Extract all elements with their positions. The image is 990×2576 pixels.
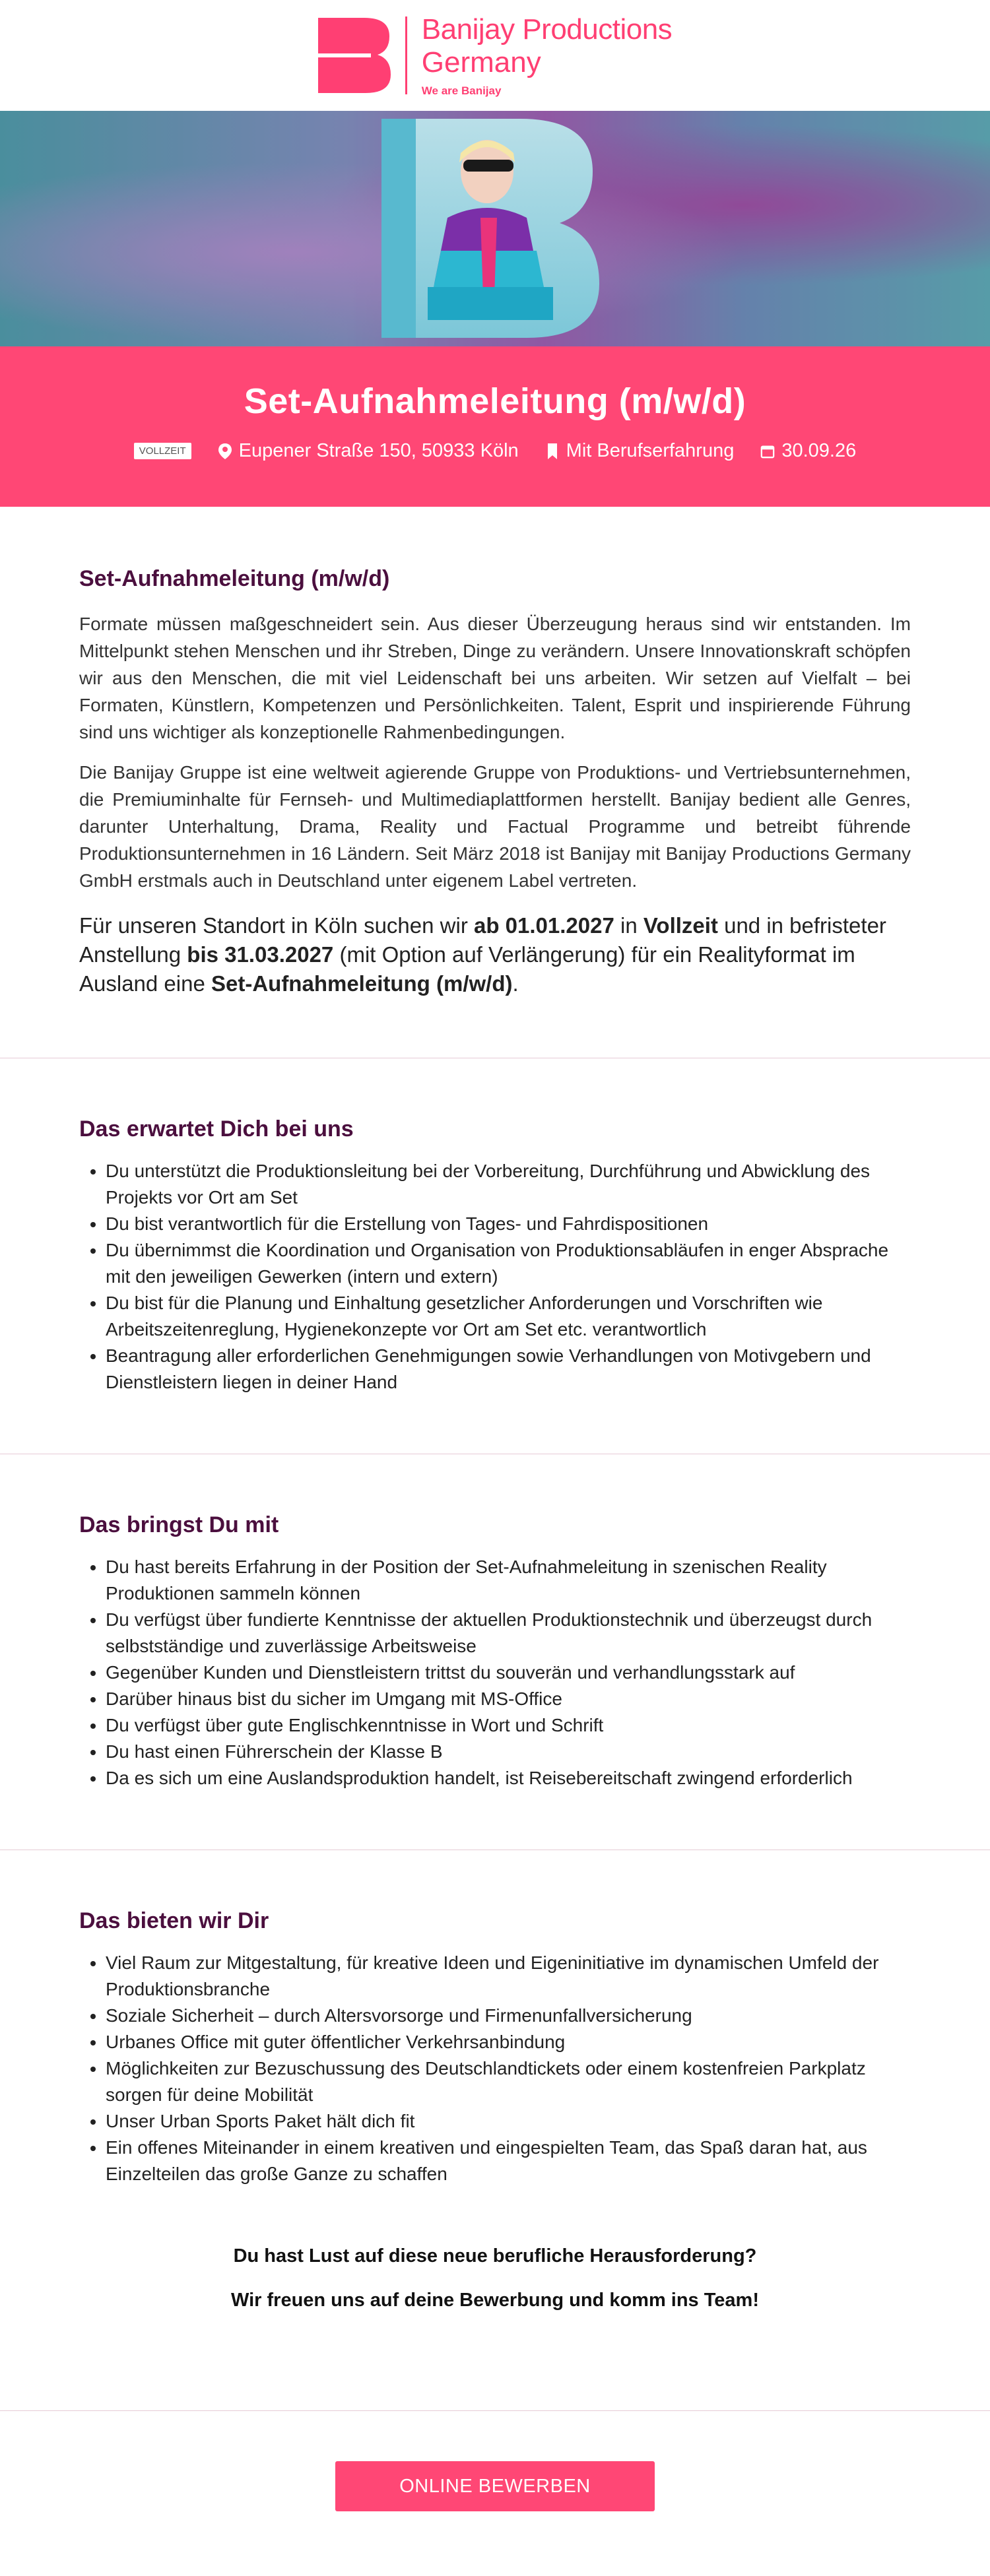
bookmark-icon [545,443,560,460]
list-item: • Du bist für die Planung und Einhaltung gesetzlicher Anforderungen und Vorschriften wie Arbeitszeitenreglung, Hygienekonzepte vor Ort am Set etc. verantwortlich [106,1290,911,1343]
job-location [218,440,519,462]
list-item: • Gegenüber Kunden und Dienstleistern trittst du souverän und verhandlungsstark auf [106,1659,911,1686]
lead-text: (mit Option auf Verlängerung) für ein Realityformat im Ausland eine [79,942,855,996]
expect-title: Das erwartet Dich bei uns [79,1116,354,1142]
banijay-logo[interactable] [318,15,672,96]
offer-title: Das bieten wir Dir [79,1908,269,1933]
job-location-text: Eupener Straße 150, 50933 Köln [238,440,519,461]
list-item: • Beantragung aller erforderlichen Genehmigungen sowie Verhandlungen von Motivgebern und Dienstleistern liegen in deiner Hand [106,1343,911,1396]
calendar-icon [760,443,775,460]
list-item: • Du hast bereits Erfahrung in der Position der Set-Aufnahmeleitung in szenischen Reality Produktionen sammeln können [106,1554,911,1607]
lead-text: . [512,971,519,996]
lead-text: und in befristeter Anstellung [79,913,886,967]
intro-title: Set-Aufnahmeleitung (m/w/d) [79,566,390,591]
list-item: • Soziale Sicherheit – durch Altersvorsorge und Firmenunfallversicherung [106,2003,911,2029]
job-meta [134,440,856,462]
site-header [0,0,990,111]
list-item: • Unser Urban Sports Paket hält dich fit [106,2108,911,2135]
logo-text [422,15,672,96]
lead-start-date: ab 01.01.2027 [473,913,614,938]
lead-employment-type: Vollzeit [643,913,718,938]
job-banner [0,346,990,507]
intro-section [0,566,990,1058]
apply-section [0,2411,990,2511]
expect-list [79,1158,911,1396]
logo-tagline: We are Banijay [421,84,502,97]
list-item: • Du unterstützt die Produktionsleitung bei der Vorbereitung, Durchführung und Abwicklung des Projekts vor Ort am Set [106,1158,911,1211]
intro-paragraph-1: Formate müssen maßgeschneidert sein. Aus dieser Überzeugung heraus sind wir entstanden. Im Mittelpunkt stehen Menschen und ihr Streben, Dinge zu verändern. Unsere Innovationskraft schöpfen wir aus den Menschen, die mit viel Leidenschaft bei uns arbeiten. Wir setzen auf Vielfalt – bei Formaten, Künstlern, Kompetenzen und Persönlichkeiten. Talent, Esprit und inspirierende Führung sind uns wichtiger als konzeptionelle Rahmenbedingungen. [79,614,911,742]
list-item: • Da es sich um eine Auslandsproduktion handelt, ist Reisebereitschaft zwingend erforderlich [106,1765,911,1791]
offer-section [0,1850,990,2410]
job-date-text: 30.09.26 [781,440,857,461]
intro-paragraph-2: Die Banijay Gruppe ist eine weltweit agierende Gruppe von Produktions- und Vertriebsunternehmen, die Premiuminhalte für Fernseh- und Multimediaplattformen herstellt. Banijay bedient alle Genres, darunter Unterhaltung, Drama, Reality und Factual Programme und betreibt führende Produktionsunternehmen in 16 Ländern. Seit März 2018 ist Banijay mit Banijay Productions Germany GmbH erstmals auch in Deutschland unter eigenem Label vertreten. [79,762,911,891]
job-experience-text: Mit Berufserfahrung [566,440,735,461]
hero-b-photo-icon [381,119,599,338]
list-item: • Du übernimmst die Koordination und Organisation von Produktionsabläufen in enger Absprache mit den jeweiligen Gewerken (intern und extern) [106,1237,911,1290]
banijay-b-logo-icon [318,18,391,93]
list-item: • Viel Raum zur Mitgestaltung, für kreative Ideen und Eigeninitiative im dynamischen Umfeld der Produktionsbranche [106,1950,911,2003]
list-item: • Urbanes Office mit guter öffentlicher Verkehrsanbindung [106,2029,911,2055]
list-item: • Möglichkeiten zur Bezuschussung des Deutschlandtickets oder einem kostenfreien Parkplatz sorgen für deine Mobilität [106,2055,911,2108]
employment-type-badge: VOLLZEIT [134,443,191,459]
location-pin-icon [218,443,232,460]
list-item: • Du verfügst über gute Englischkenntnisse in Wort und Schrift [106,1712,911,1739]
apply-online-button[interactable]: ONLINE BEWERBEN [335,2461,655,2511]
lead-end-date: bis 31.03.2027 [187,942,334,967]
bring-section [0,1454,990,1850]
expect-section [0,1058,990,1454]
job-date [760,440,856,462]
hero-image [0,111,990,346]
cta-invitation: Wir freuen uns auf deine Bewerbung und komm ins Team! [230,2290,760,2311]
list-item: • Darüber hinaus bist du sicher im Umgang mit MS-Office [106,1686,911,1712]
logo-divider [405,16,407,94]
cta-question: Du hast Lust auf diese neue berufliche Herausforderung? [233,2245,757,2267]
list-item: • Du verfügst über fundierte Kenntnisse der aktuellen Produktionstechnik und überzeugst durch selbstständige und zuverlässige Arbeitsweise [106,1607,911,1659]
job-title: Set-Aufnahmeleitung (m/w/d) [244,381,746,421]
lead-text: in [614,913,644,938]
intro-lead [79,911,911,998]
lead-text: Für unseren Standort in Köln suchen wir [79,913,474,938]
list-item: • Du bist verantwortlich für die Erstellung von Tages- und Fahrdispositionen [106,1211,911,1237]
bring-list [79,1554,911,1791]
list-item: • Du hast einen Führerschein der Klasse B [106,1739,911,1765]
logo-name-line2: Germany [421,46,541,79]
offer-list [79,1950,911,2187]
job-experience [545,440,735,462]
bring-title: Das bringst Du mit [79,1512,279,1537]
lead-position: Set-Aufnahmeleitung (m/w/d) [211,971,513,996]
logo-name-line1: Banijay Productions [421,13,673,46]
list-item: • Ein offenes Miteinander in einem kreativen und eingespielten Team, das Spaß daran hat, aus Einzelteilen das große Ganze zu schaffen [106,2135,911,2187]
